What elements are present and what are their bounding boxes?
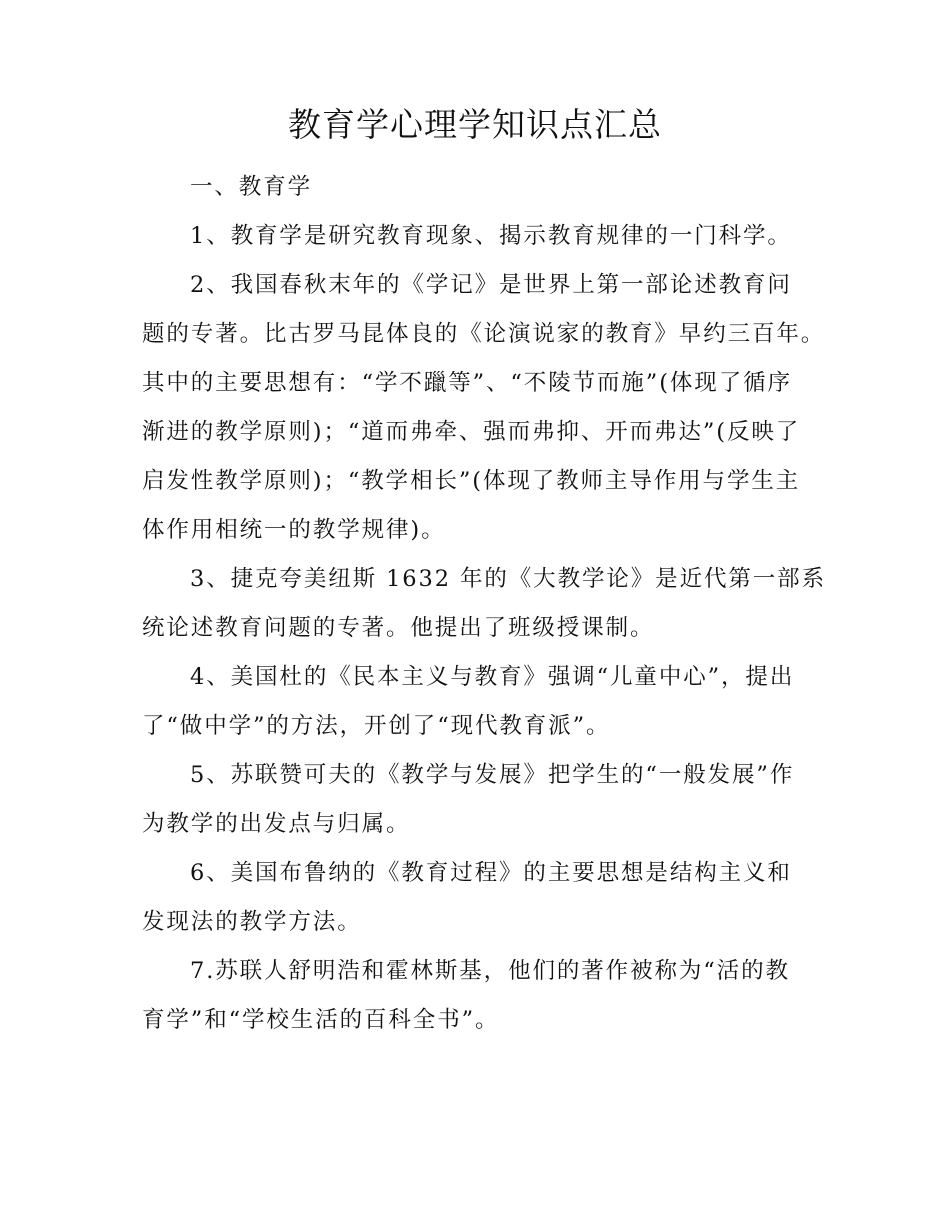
paragraph-line: 启发性教学原则)；“教学相长”(体现了教师主导作用与学生主 (142, 468, 801, 494)
paragraph-line: 2、我国春秋末年的《学记》是世界上第一部论述教育问 (190, 272, 792, 298)
paragraph-line: 体作用相统一的教学规律)。 (142, 517, 446, 543)
paragraph-line: 统论述教育问题的专著。他提出了班级授课制。 (142, 615, 655, 641)
paragraph-line: 发现法的教学方法。 (142, 909, 362, 935)
paragraph-line: 了“做中学”的方法，开创了“现代教育派”。 (142, 713, 611, 739)
paragraph-line: 3、捷克夸美纽斯 1632 年的《大教学论》是近代第一部系 (190, 566, 826, 592)
paragraph-line: 1、教育学是研究教育现象、揭示教育规律的一门科学。 (190, 223, 792, 249)
paragraph-line: 6、美国布鲁纳的《教育过程》的主要思想是结构主义和 (190, 860, 792, 886)
paragraph-line: 5、苏联赞可夫的《教学与发展》把学生的“一般发展”作 (190, 762, 795, 788)
paragraph-line: 题的专著。比古罗马昆体良的《论演说家的教育》早约三百年。 (142, 321, 826, 347)
paragraph-line: 为教学的出发点与归属。 (142, 811, 411, 837)
paragraph-line: 其中的主要思想有：“学不躐等”、“不陵节而施”(体现了循序 (142, 370, 792, 396)
document-body (142, 168, 826, 1050)
paragraph-line: 渐进的教学原则)；“道而弗牵、强而弗抑、开而弗达”(反映了 (142, 419, 801, 445)
paragraph-line: 4、美国杜的《民本主义与教育》强调“儿童中心”，提出 (190, 664, 795, 690)
section-heading: 一、教育学 (190, 174, 313, 200)
paragraph-line: 育学”和“学校生活的百科全书”。 (142, 1007, 500, 1033)
paragraph-line: 7.苏联人舒明浩和霍林斯基，他们的著作被称为“活的教 (190, 958, 790, 984)
document-title: 教育学心理学知识点汇总 (288, 105, 662, 144)
